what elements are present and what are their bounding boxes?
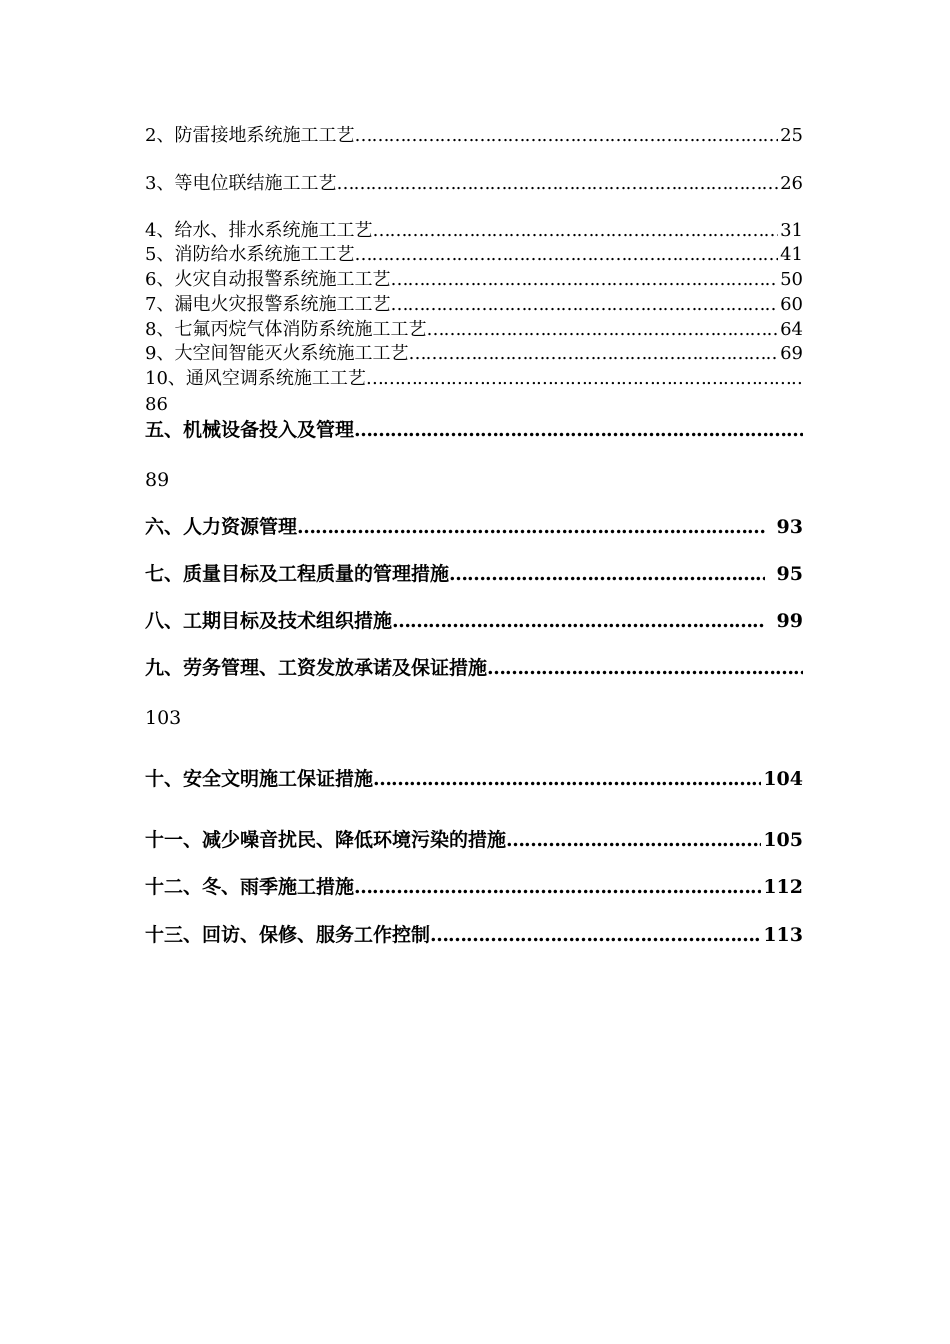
toc-entry	[145, 124, 803, 148]
toc-entry-page: 89	[145, 469, 170, 491]
toc-entry-title: 十三、回访、保修、服务工作控制	[145, 924, 431, 946]
toc-entry-page: 25	[780, 125, 803, 146]
toc-leader-dots	[430, 923, 761, 947]
toc-leader-dots	[354, 875, 761, 899]
toc-entry	[145, 418, 803, 442]
toc-entry-page: 99	[776, 610, 803, 632]
toc-entry-page: 105	[763, 829, 803, 851]
toc-leader-dots	[354, 418, 803, 442]
toc-entry-page: 31	[780, 220, 803, 241]
toc-entry	[145, 828, 803, 852]
toc-entry-title: 2、防雷接地系统施工工艺	[145, 125, 355, 146]
toc-entry	[145, 219, 803, 243]
toc-leader-dots	[297, 515, 765, 539]
toc-entry-title: 十、安全文明施工保证措施	[145, 768, 374, 790]
toc-entry-page: 112	[763, 876, 803, 898]
toc-entry	[145, 293, 803, 317]
toc-leader-dots	[354, 124, 778, 148]
toc-entry-title: 八、工期目标及技术组织措施	[145, 610, 393, 632]
toc-entry-page: 50	[780, 269, 803, 290]
toc-entry-title: 六、人力资源管理	[145, 516, 298, 538]
toc-entry-page: 93	[776, 516, 803, 538]
toc-entry-page: 64	[780, 319, 803, 340]
toc-entry	[145, 875, 803, 899]
toc-entry-title: 九、劳务管理、工资发放承诺及保证措施	[145, 657, 488, 679]
toc-leader-dots	[366, 367, 803, 391]
toc-leader-dots	[373, 767, 761, 791]
toc-entry-page: 95	[776, 563, 803, 585]
toc-leader-dots	[354, 243, 778, 267]
toc-entry-title: 五、机械设备投入及管理	[145, 419, 355, 441]
toc-entry	[145, 609, 803, 633]
toc-entry	[145, 243, 803, 267]
toc-entry-page: 41	[780, 244, 803, 265]
toc-entry	[145, 172, 803, 196]
toc-entry-page: 60	[780, 294, 803, 315]
toc-entry-title: 6、火灾自动报警系统施工工艺	[145, 269, 391, 290]
toc-leader-dots	[390, 268, 778, 292]
toc-leader-dots	[449, 562, 765, 586]
toc-entry-title: 七、质量目标及工程质量的管理措施	[145, 563, 450, 585]
toc-entry-page: 86	[145, 394, 168, 415]
toc-entry	[145, 268, 803, 292]
toc-entry-page: 113	[763, 924, 803, 946]
toc-entry-page: 104	[763, 768, 803, 790]
toc-entry	[145, 656, 803, 680]
toc-entry-title: 十一、减少噪音扰民、降低环境污染的措施	[145, 829, 507, 851]
toc-leader-dots	[426, 318, 778, 342]
toc-leader-dots	[506, 828, 761, 852]
toc-entry-title: 十二、冬、雨季施工措施	[145, 876, 355, 898]
toc-entry-title: 8、七氟丙烷气体消防系统施工工艺	[145, 319, 427, 340]
toc-entry-title: 10、通风空调系统施工工艺	[145, 368, 366, 389]
toc-entry	[145, 367, 803, 391]
toc-leader-dots	[372, 219, 778, 243]
toc-entry-page: 69	[780, 343, 803, 364]
toc-leader-dots	[487, 656, 803, 680]
toc-entry	[145, 923, 803, 947]
toc-entry-title: 7、漏电火灾报警系统施工工艺	[145, 294, 391, 315]
toc-entry-page: 26	[780, 173, 803, 194]
toc-entry	[145, 342, 803, 366]
toc-entry-title: 4、给水、排水系统施工工艺	[145, 220, 373, 241]
toc-entry-title: 5、消防给水系统施工工艺	[145, 244, 355, 265]
toc-entry-title: 9、大空间智能灭火系统施工工艺	[145, 343, 409, 364]
toc-leader-dots	[390, 293, 778, 317]
toc-leader-dots	[392, 609, 765, 633]
toc-entry	[145, 767, 803, 791]
toc-leader-dots	[336, 172, 778, 196]
toc-entry-page: 103	[145, 707, 182, 729]
toc-entry	[145, 515, 803, 539]
toc-entry	[145, 318, 803, 342]
toc-entry	[145, 562, 803, 586]
toc-entry-title: 3、等电位联结施工工艺	[145, 173, 337, 194]
toc-leader-dots	[408, 342, 778, 366]
